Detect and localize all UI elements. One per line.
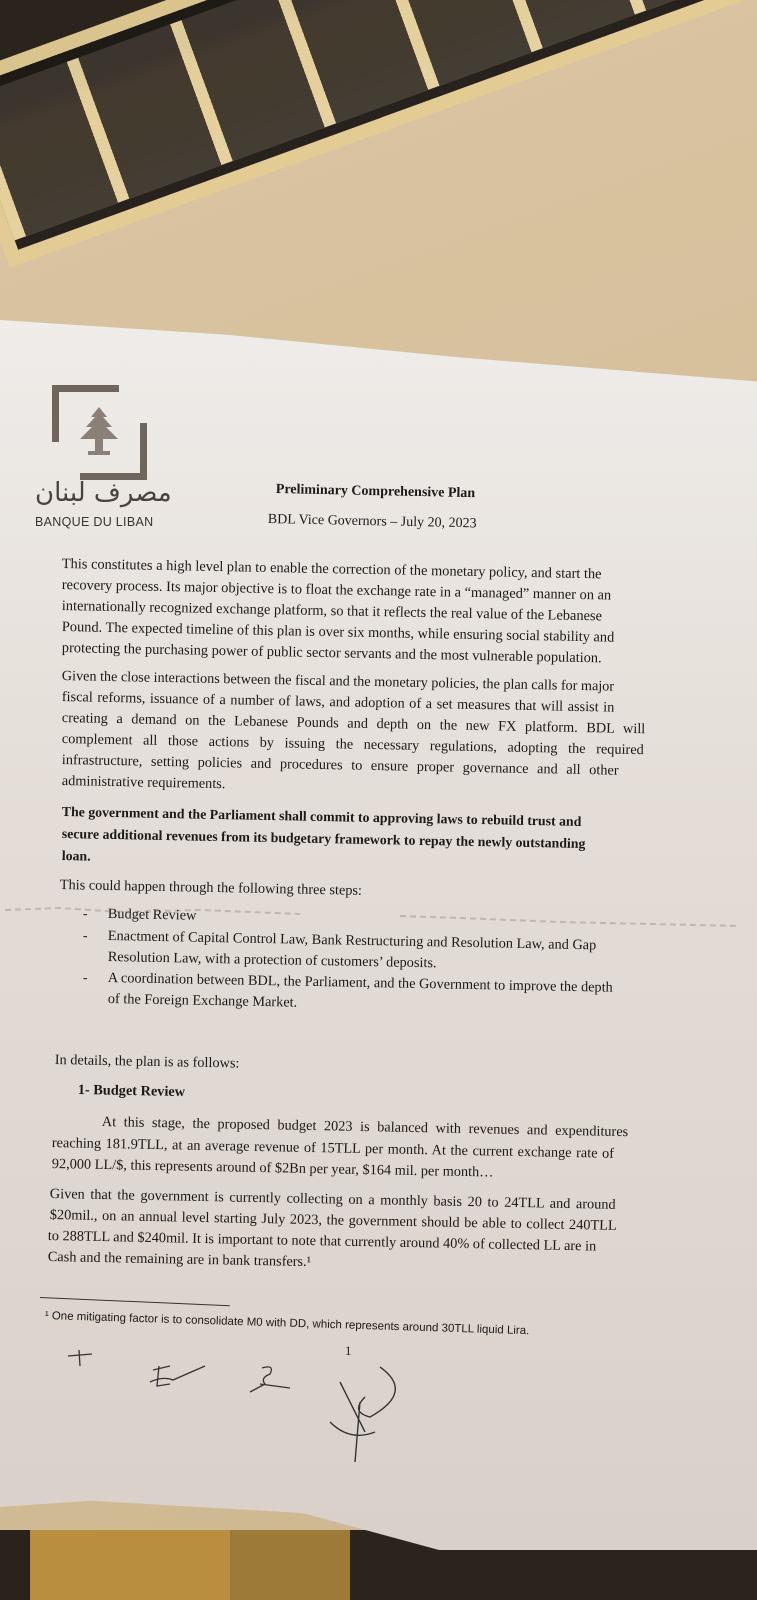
commitment-line: The government and the Parliament shall commit to approving laws to rebuild trust and (61, 804, 582, 829)
logo-arabic-name: مصرف لبنان (35, 478, 172, 508)
para1-line: Pound. The expected timeline of this plan is over six months, while ensuring social stability and (61, 619, 615, 646)
page-number: 1 (345, 1343, 352, 1358)
step-item: Resolution Law, with a protection of customers’ deposits. (107, 949, 437, 972)
section1-para1-line: reaching 181.9TLL, at an average revenue of 15TLL per month. At the current exchange rate of (51, 1135, 615, 1162)
para1-line: internationally recognized exchange platform, so that it reflects the real value of the Lebanese (61, 598, 603, 625)
step-item: A coordination between BDL, the Parliament, and the Government to improve the depth (107, 970, 613, 996)
section1-para1-line: At this stage, the proposed budget 2023 is balanced with revenues and expenditures (101, 1114, 629, 1141)
bdl-logo (52, 385, 147, 480)
step-item: of the Foreign Exchange Market. (107, 991, 298, 1011)
signature (320, 1362, 415, 1472)
details-intro: In details, the plan is as follows: (54, 1052, 240, 1072)
para1-line: recovery process. Its major objective is to float the exchange rate in a “managed” manner on an (61, 577, 612, 604)
initial-mark-1 (65, 1348, 95, 1368)
section1-heading: 1- Budget Review (77, 1082, 186, 1101)
section1-para2-line: to 288TLL and $240mil. It is important to note that currently around 40% of collected LL are in (47, 1228, 597, 1255)
step-bullet: - (82, 906, 88, 923)
para2-line: administrative requirements. (61, 773, 226, 793)
step-item: Enactment of Capital Control Law, Bank Restructuring and Resolution Law, and Gap (107, 928, 597, 954)
document-title: Preliminary Comprehensive Plan (275, 482, 476, 502)
commitment-line: secure additional revenues from its budgetary framework to repay the newly outstanding (61, 826, 586, 852)
step-bullet: - (82, 970, 88, 987)
steps-intro: This could happen through the following three steps: (59, 877, 363, 899)
section1-para2-line: Cash and the remaining are in bank transfers.¹ (47, 1249, 312, 1271)
para2-line: complement all those actions by issuing the necessary regulations, adopting the required (61, 731, 644, 759)
section1-para1-line: 92,000 LL/$, this represents around of $2Bn per year, $164 mil. per month… (51, 1156, 494, 1181)
step-item: Budget Review (107, 906, 197, 924)
para1-line: protecting the purchasing power of public sector servants and the most vulnerable population. (61, 640, 602, 667)
section1-para2-line: $20mil., on an annual level starting July 2023, the government should be able to collect 240TLL (49, 1207, 617, 1234)
cedar-tree-icon (74, 403, 124, 463)
section1-para2-line: Given that the government is currently collecting on a monthly basis 20 to 24TLL and around (49, 1186, 616, 1213)
para2-line: infrastructure, setting policies and procedures to ensure proper governance and all other (61, 752, 619, 779)
initial-mark-3 (240, 1364, 300, 1394)
commitment-line: loan. (61, 848, 91, 864)
para2-line: creating a demand on the Lebanese Pounds and depth on the new FX platform. BDL will (61, 710, 646, 738)
para2-line: Given the close interactions between the fiscal and the monetary policies, the plan calls for major (61, 668, 615, 695)
para2-line: fiscal reforms, issuance of a number of laws, and adoption of a set measures that will assist in (61, 689, 615, 716)
footnote: ¹ One mitigating factor is to consolidate M0 with DD, which represents around 30TLL liquid Lira. (44, 1310, 530, 1338)
document-subtitle: BDL Vice Governors – July 20, 2023 (267, 512, 477, 532)
step-bullet: - (82, 928, 88, 945)
para1-line: This constitutes a high level plan to enable the correction of the monetary policy, and start the (61, 556, 602, 583)
logo-latin-name: BANQUE DU LIBAN (35, 515, 154, 529)
initial-mark-2 (145, 1362, 215, 1394)
